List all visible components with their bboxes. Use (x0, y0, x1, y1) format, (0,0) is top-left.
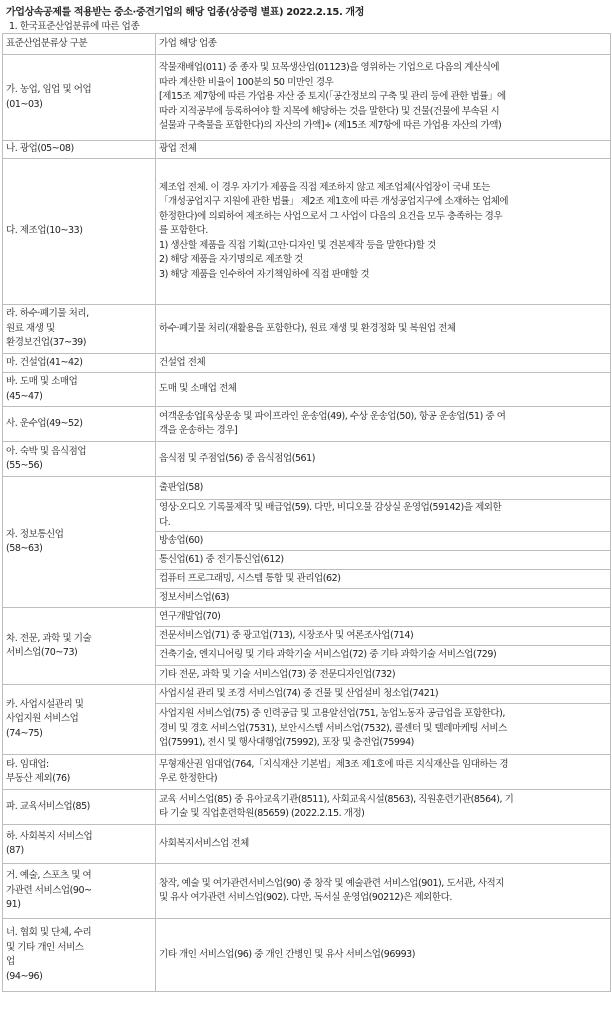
industry-text-line: 사업시설 관리 및 조경 서비스업(74) 중 건물 및 산업설비 청소업(7421) (159, 687, 439, 699)
category-cell (3, 159, 156, 305)
industry-text-line: 컴퓨터 프로그래밍, 시스템 통합 및 관리업(62) (159, 572, 341, 584)
industry-text-line: 정보서비스업(63) (159, 591, 230, 603)
industry-cell (156, 704, 611, 755)
industry-cell (156, 354, 611, 373)
table-row (3, 55, 611, 141)
category-cell (3, 790, 156, 825)
category-cell (3, 477, 156, 608)
industry-text-line: 작물재배업(011) 중 종자 및 묘목생산업(01123)을 영위하는 기업으로 다음의 계산식에 (159, 62, 500, 74)
industry-text-line: 따라 계산한 비율이 100분의 50 미만인 경우 (159, 76, 334, 88)
table-header-row (3, 34, 611, 55)
category-name: 라. 하수·폐기물 처리, 원료 재생 및 환경보건업(37~39) (6, 308, 89, 349)
category-cell (3, 442, 156, 477)
industry-cell (156, 570, 611, 589)
industry-text-line: 기타 전문, 과학 및 기술 서비스업(73) 중 전문디자인업(732) (159, 668, 396, 680)
table-row (3, 407, 611, 442)
industry-cell (156, 627, 611, 646)
industry-cell (156, 373, 611, 407)
table-row (3, 477, 611, 500)
category-name: 사. 운수업(49~52) (6, 417, 83, 429)
table-row (3, 373, 611, 407)
industry-text-line: 따라 지적공부에 등록하여야 할 지목에 해당하는 것을 말한다) 및 건물(건물에 부속된 시 (159, 105, 500, 117)
industry-cell (156, 500, 611, 532)
industry-text-line: 2) 해당 제품을 자기명의로 제조할 것 (159, 254, 303, 266)
industry-text-line: 사업지원 서비스업(75) 중 인력공급 및 고용알선업(751, 농업노동자 공급업을 포함한다), (159, 708, 505, 720)
industry-text-line: 및 유사 여가관련 서비스업(902). 다만, 독서실 운영업(90212)은 제외한다. (159, 892, 452, 903)
category-code: (01~03) (6, 98, 43, 110)
industry-cell (156, 589, 611, 608)
industry-text-line: 여객운송업[육상운송 및 파이프라인 운송업(49), 수상 운송업(50), 항공 운송업(51) 중 여 (159, 410, 506, 422)
table-row (3, 608, 611, 627)
table-body (3, 55, 611, 992)
industry-text-line: 다. (159, 516, 171, 528)
table-row (3, 442, 611, 477)
industry-text-line: 건축기술, 엔지니어링 및 기타 과학기술 서비스업(72) 중 기타 과학기술 서비스업(729) (159, 649, 497, 661)
industry-cell (156, 790, 611, 825)
header-industry: 가업 해당 업종 (156, 34, 611, 55)
industry-cell (156, 646, 611, 666)
industry-text-line: 설물과 구축물을 포함한다)의 자산의 가액]÷ (제15조 제7항에 따른 가업용 자산의 가액) (159, 120, 502, 132)
industry-text-line: 타 기술 및 직업훈련학원(85659) (2022.2.15. 개정) (159, 808, 365, 819)
industry-text-line: 제조업 전체. 이 경우 자기가 제품을 직접 제조하지 않고 제조업체(사업장이 국내 또는 (159, 181, 490, 193)
industry-text-line: 무형재산권 임대업(764,「지식재산 기본법」제3조 제1호에 따른 지식재산을 임대하는 경 (159, 758, 509, 770)
industry-text-line: 광업 전체 (159, 143, 197, 155)
category-cell (3, 755, 156, 790)
category-name: 다. 제조업(10~33) (6, 225, 83, 237)
industry-text-line: 1) 생산할 제품을 직접 기획(고안·디자인 및 견본제작 등을 말한다)할 것 (159, 239, 436, 251)
category-name: 하. 사회복지 서비스업 (6, 830, 93, 842)
industry-text-line: 건설업 전체 (159, 356, 206, 368)
industry-cell (156, 477, 611, 500)
industry-cell (156, 864, 611, 919)
category-name: 마. 건설업(41~42) (6, 356, 83, 368)
industry-text-line: 기타 개인 서비스업(96) 중 개인 간병인 및 유사 서비스업(96993) (159, 948, 416, 960)
document-title: 가업상속공제를 적용받는 중소·중견기업의 해당 업종(상증령 별표) 2022.2.15. 개정 (6, 7, 364, 18)
industry-cell (156, 551, 611, 570)
category-name: 자. 정보통신업 (6, 528, 64, 540)
industry-text-line: 음식점 및 주점업(56) 중 음식점업(561) (159, 452, 315, 464)
category-code: (45~47) (6, 390, 43, 402)
industry-text-line: 통신업(61) 중 전기통신업(612) (159, 553, 284, 565)
industry-text-line: 출판업(58) (159, 481, 203, 493)
industry-text-line: [제15조 제7항에 따른 가업용 자산 중 토지(「공간정보의 구축 및 관리 등에 관한 법률」에 (159, 91, 506, 103)
industry-text-line: 를 포함한다. (159, 225, 208, 237)
industry-text-line: 우로 한정한다) (159, 773, 218, 784)
section-subtitle: 1. 한국표준산업분류에 따른 업종 (9, 21, 140, 32)
table-row (3, 919, 611, 992)
category-cell (3, 373, 156, 407)
category-cell (3, 407, 156, 442)
table-row (3, 159, 611, 305)
table-row (3, 755, 611, 790)
category-code: (55~56) (6, 460, 43, 471)
industry-table (2, 33, 611, 992)
category-cell (3, 354, 156, 373)
category-name: 거. 예술, 스포츠 및 여 가관련 서비스업(90~ 91) (6, 870, 92, 911)
category-code: (58~63) (6, 543, 43, 554)
category-code: (87) (6, 845, 24, 856)
industry-text-line: 연구개발업(70) (159, 610, 221, 622)
table-row (3, 825, 611, 864)
table-row (3, 141, 611, 159)
category-cell (3, 55, 156, 141)
category-name: 너. 협회 및 단체, 수리 및 기타 개인 서비스 업 (94~96) (6, 927, 92, 982)
category-cell (3, 305, 156, 354)
industry-cell (156, 305, 611, 354)
industry-cell (156, 825, 611, 864)
industry-text-line: 영상·오디오 기록물제작 및 배급업(59). 다만, 비디오물 감상실 운영업(59142)을 제외한 (159, 502, 502, 513)
industry-text-line: 방송업(60) (159, 534, 203, 546)
industry-cell (156, 666, 611, 685)
industry-text-line: 창작, 예술 및 여가관련서비스업(90) 중 창작 및 예술관련 서비스업(901), 도서관, 사적지 (159, 877, 504, 889)
category-cell (3, 919, 156, 992)
category-name: 나. 광업(05~08) (6, 143, 74, 155)
industry-text-line: 도매 및 소매업 전체 (159, 383, 237, 395)
category-code: (74~75) (6, 727, 43, 739)
category-name: 파. 교육서비스업(85) (6, 800, 90, 812)
industry-text-line: 3) 해당 제품을 인수하여 자기책임하에 직접 판매할 것 (159, 268, 370, 280)
category-cell (3, 608, 156, 685)
industry-text-line: 전문서비스업(71) 중 광고업(713), 시장조사 및 여론조사업(714) (159, 629, 414, 641)
category-name: 가. 농업, 임업 및 어업 (6, 84, 92, 95)
category-name: 바. 도매 및 소매업 (6, 376, 78, 387)
industry-cell (156, 685, 611, 704)
category-name: 아. 숙박 및 음식점업 (6, 445, 87, 457)
industry-cell (156, 919, 611, 992)
category-cell (3, 864, 156, 919)
table-row (3, 790, 611, 825)
industry-text-line: 한정한다)에 의뢰하여 제조하는 사업으로서 그 사업이 다음의 요건을 모두 충족하는 경우 (159, 210, 503, 222)
category-name: 타. 임대업: 부동산 제외(76) (6, 758, 70, 784)
industry-text-line: 「개성공업지구 지원에 관한 법률」 제2조 제1호에 따른 개성공업지구에 소재하는 업체에 (159, 196, 509, 208)
industry-cell (156, 442, 611, 477)
industry-cell (156, 755, 611, 790)
industry-cell (156, 55, 611, 141)
industry-text-line: 사회복지서비스업 전체 (159, 837, 249, 849)
industry-cell (156, 159, 611, 305)
industry-text-line: 객을 운송하는 경우] (159, 425, 238, 436)
industry-text-line: 업(75991), 전시 및 행사대행업(75992), 포장 및 충전업(75994) (159, 737, 414, 749)
industry-cell (156, 532, 611, 551)
industry-text-line: 경비 및 경호 서비스업(7531), 보안시스템 서비스업(7532), 콜센터 및 텔레마케팅 서비스 (159, 722, 507, 734)
category-cell (3, 825, 156, 864)
table-row (3, 354, 611, 373)
industry-cell (156, 407, 611, 442)
category-cell (3, 685, 156, 755)
category-cell (3, 141, 156, 159)
table-row (3, 685, 611, 704)
category-name: 차. 전문, 과학 및 기술 (6, 632, 92, 644)
category-code: 서비스업(70~73) (6, 647, 78, 658)
industry-text-line: 교육 서비스업(85) 중 유아교육기관(8511), 사회교육시설(8563), 직원훈련기관(8564), 기 (159, 793, 514, 805)
header-category: 표준산업분류상 구분 (3, 34, 156, 55)
industry-text-line: 하수·폐기물 처리(재활용을 포함한다), 원료 재생 및 환경정화 및 복원업 전체 (159, 322, 456, 334)
industry-cell (156, 141, 611, 159)
category-name: 카. 사업시설관리 및 사업지원 서비스업 (6, 698, 84, 725)
table-row (3, 864, 611, 919)
industry-cell (156, 608, 611, 627)
table-row (3, 305, 611, 354)
